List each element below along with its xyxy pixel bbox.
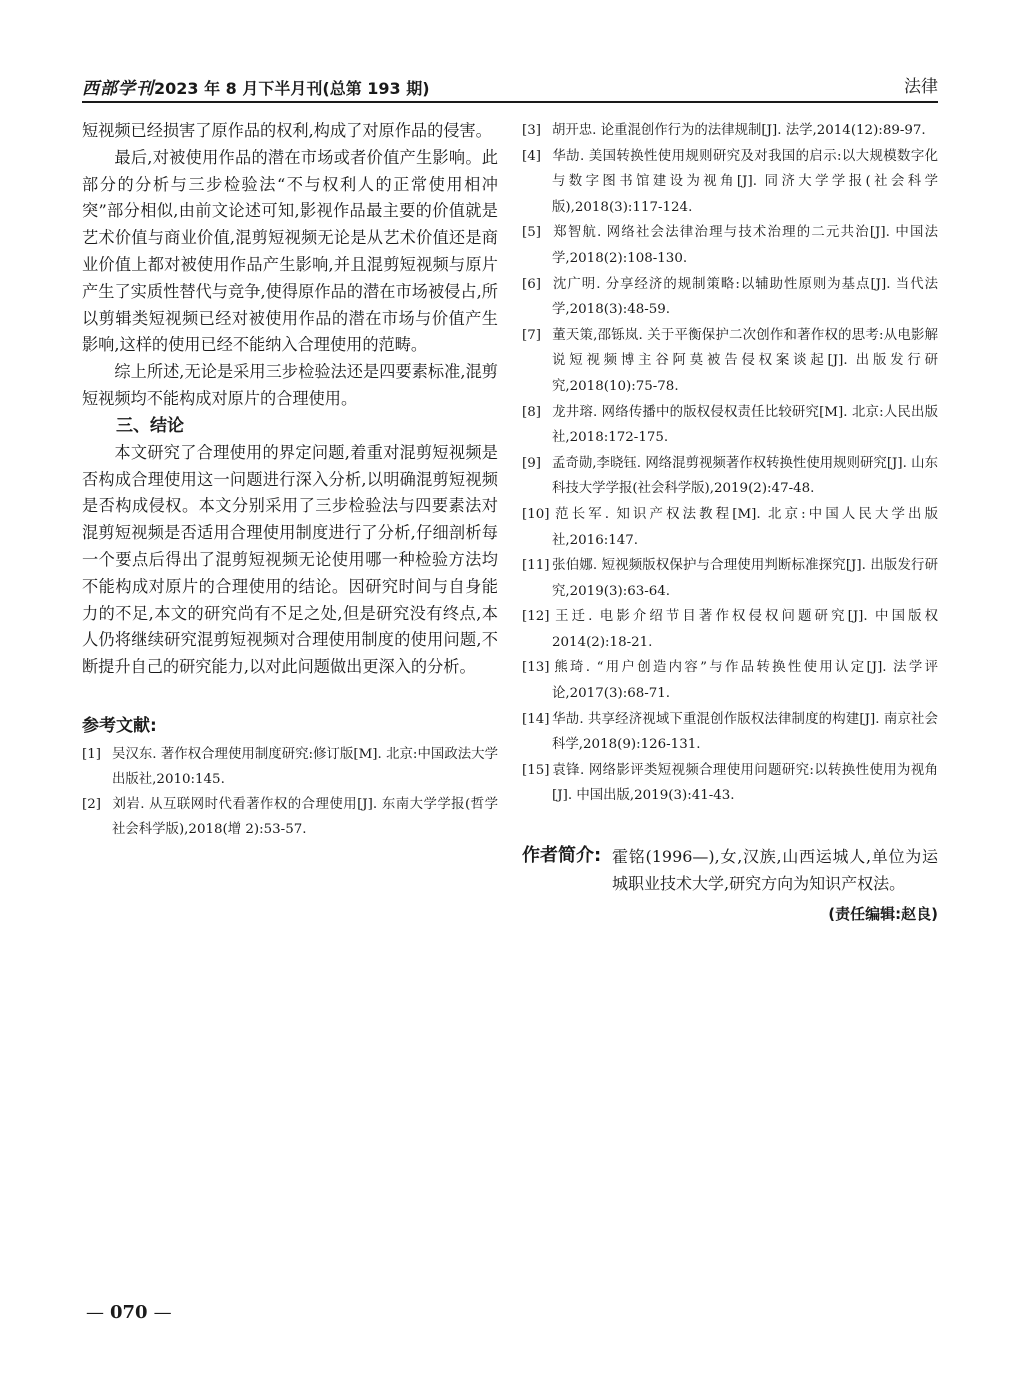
reference-item [522, 400, 938, 451]
reference-number: [14] [522, 711, 550, 727]
reference-text: 郑智航. 网络社会法律治理与技术治理的二元共治[J]. 中国法学,2018(2):108-130. [552, 225, 938, 266]
reference-number: [8] [522, 404, 541, 420]
reference-item [522, 272, 938, 323]
paragraph-summary: 综上所述,无论是采用三步检验法还是四要素标准,混剪短视频均不能构成对原片的合理使用。 [82, 362, 498, 408]
reference-number: [4] [522, 148, 541, 164]
page-header [82, 72, 938, 100]
reference-item [522, 758, 938, 809]
reference-text: 刘岩. 从互联网时代看著作权的合理使用[J]. 东南大学学报(哲学社会科学版),2018(增 2):53-57. [112, 796, 498, 837]
reference-number: [1] [82, 746, 101, 762]
reference-text: 熊琦. “用户创造内容”与作品转换性使用认定[J]. 法学评论,2017(3):68-71. [552, 660, 938, 702]
reference-item [522, 220, 938, 271]
reference-item [82, 742, 498, 792]
reference-number: [5] [522, 225, 541, 241]
reference-number: [11] [522, 558, 550, 574]
page-footer [86, 1302, 172, 1323]
reference-text: 范长军. 知识产权法教程[M]. 北京:中国人民大学出版社,2016:147. [552, 506, 938, 548]
left-column [82, 118, 498, 842]
header-rule [82, 101, 938, 103]
footer-dash-right: — [153, 1302, 172, 1323]
reference-item [522, 502, 938, 553]
paragraph-conclusion: 本文研究了合理使用的界定问题,着重对混剪短视频是否构成合理使用这一问题进行深入分析,以明确混剪短视频是否构成侵权。本文分别采用了三步检验法与四要素法对混剪短视频是否适用合理使用制度进行了分析,仔细剖析每一个要点后得出了混剪短视频无论使用哪一种检验方法均不能构成对原片的合理使用的结论。因研究时间与自身能力的不足,本文的研究尚有不足之处,但是研究没有终点,本人仍将继续研究混剪短视频对合理使用制度的使用问题,不断提升自己的研究能力,以对此问题做出更深入的分析。 [82, 442, 498, 677]
reference-item [522, 451, 938, 502]
reference-number: [15] [522, 762, 550, 778]
page-number: 070 [110, 1302, 148, 1323]
section-heading-conclusion: 三、结论 [116, 415, 184, 436]
reference-item [522, 118, 938, 144]
reference-text: 孟奇勋,李晓钰. 网络混剪视频著作权转换性使用规则研究[J]. 山东科技大学学报(社会科学版),2019(2):47-48. [552, 455, 938, 497]
author-bio-label: 作者简介: [522, 845, 602, 867]
reference-text: 王迁. 电影介绍节目著作权侵权问题研究[J]. 中国版权 2014(2):18-21. [552, 609, 938, 650]
reference-text: 华劼. 共享经济视域下重混创作版权法律制度的构建[J]. 南京社会科学,2018(9):126-131. [552, 711, 938, 753]
reference-text: 华劼. 美国转换性使用规则研究及对我国的启示:以大规模数字化与数字图书馆建设为视角[J]. 同济大学学报(社会科学版),2018(3):117-124. [552, 148, 938, 215]
reference-number: [7] [522, 327, 541, 343]
author-bio-text: 霍铭(1996—),女,汉族,山西运城人,单位为运城职业技术大学,研究方向为知识产权法。 [612, 847, 938, 894]
reference-item [522, 655, 938, 706]
reference-number: [9] [522, 455, 541, 471]
reference-item [522, 707, 938, 758]
footer-dash-left: — [86, 1302, 104, 1323]
reference-number: [12] [522, 609, 550, 625]
reference-number: [2] [82, 796, 101, 812]
section-label: 法律 [904, 77, 938, 97]
reference-item [82, 792, 498, 842]
header-journal [82, 74, 430, 99]
responsible-editor: (责任编辑:赵良) [828, 905, 938, 924]
reference-item [522, 144, 938, 221]
references-heading: 参考文献: [82, 715, 157, 736]
issue-info: 2023 年 8 月下半月刊(总第 193 期) [154, 79, 430, 98]
reference-text: 董天策,邵铄岚. 关于平衡保护二次创作和著作权的思考:从电影解说短视频博主谷阿莫被告侵权案谈起[J]. 出版发行研究,2018(10):75-78. [552, 327, 938, 394]
reference-number: [10] [522, 506, 550, 522]
reference-text: 龙井瑢. 网络传播中的版权侵权责任比较研究[M]. 北京:人民出版社,2018:172-175. [552, 404, 938, 446]
author-bio [522, 843, 938, 897]
reference-number: [13] [522, 660, 550, 676]
journal-logo: 西部学刊 [82, 79, 154, 99]
reference-text: 张伯娜. 短视频版权保护与合理使用判断标准探究[J]. 出版发行研究,2019(3):63-64. [552, 558, 938, 599]
paragraph-market-impact: 最后,对被使用作品的潜在市场或者价值产生影响。此部分的分析与三步检验法“不与权利人的正常使用相冲突”部分相似,由前文论述可知,影视作品最主要的价值就是艺术价值与商业价值,混剪短视频无论是从艺术价值还是商业价值上都对被使用作品产生影响,并且混剪短视频与原片产生了实质性替代与竞争,使得原作品的潜在市场被侵占,所以剪辑类短视频已经对被使用作品的潜在市场与价值产生影响,这样的使用已经不能纳入合理使用的范畴。 [82, 147, 498, 355]
reference-text: 胡开忠. 论重混创作行为的法律规制[J]. 法学,2014(12):89-97. [552, 123, 926, 138]
reference-item [522, 604, 938, 655]
reference-number: [3] [522, 123, 541, 138]
reference-text: 沈广明. 分享经济的规制策略:以辅助性原则为基点[J]. 当代法学,2018(3):48-59. [552, 276, 938, 318]
paragraph-continued: 短视频已经损害了原作品的权利,构成了对原作品的侵害。 [82, 121, 492, 140]
reference-number: [6] [522, 276, 541, 292]
reference-text: 吴汉东. 著作权合理使用制度研究:修订版[M]. 北京:中国政法大学出版社,2010:145. [112, 746, 498, 787]
right-column [522, 118, 938, 924]
reference-item [522, 323, 938, 400]
reference-item [522, 553, 938, 604]
reference-text: 袁锋. 网络影评类短视频合理使用问题研究:以转换性使用为视角[J]. 中国出版,2019(3):41-43. [552, 762, 938, 804]
